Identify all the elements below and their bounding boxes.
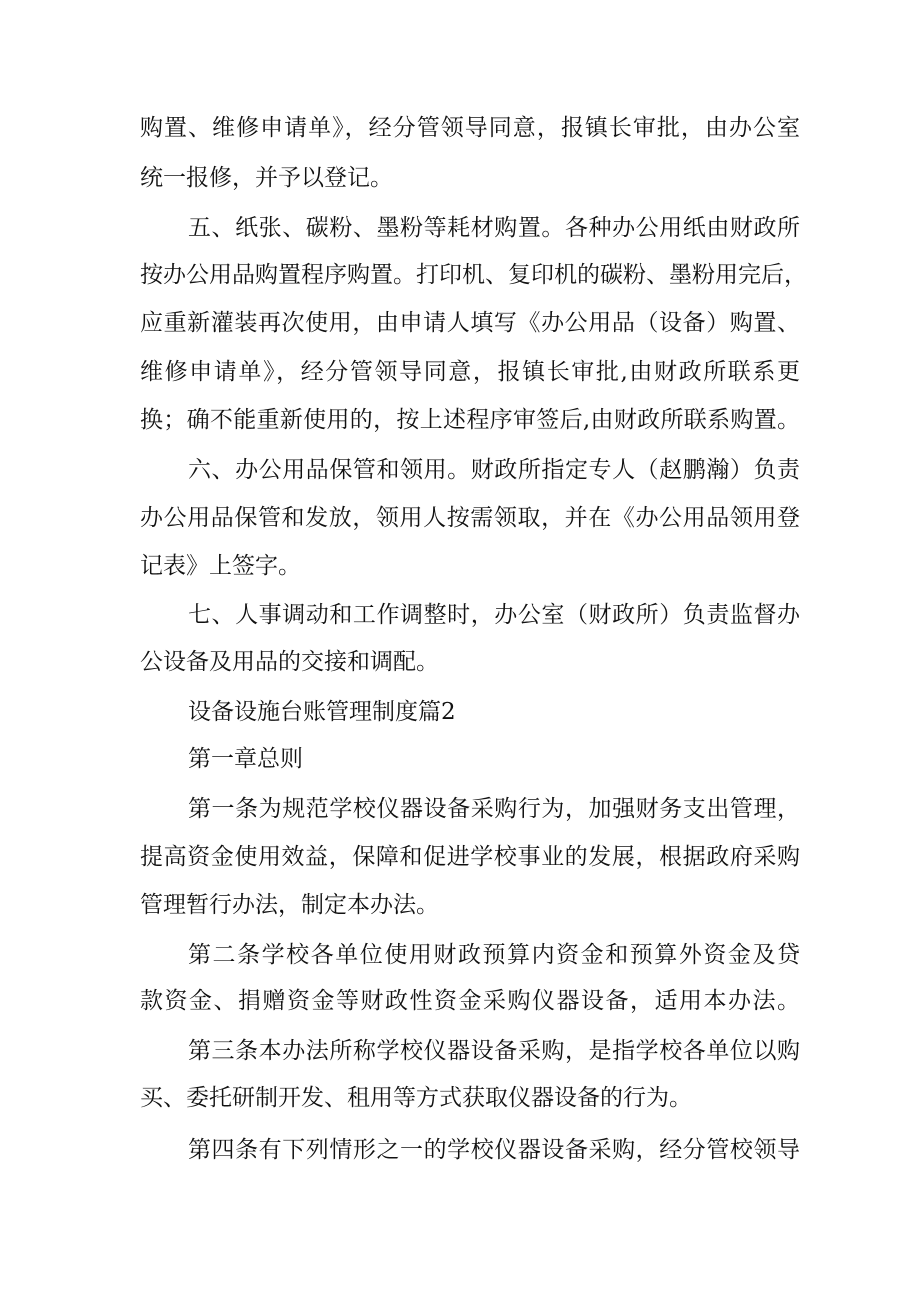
text-line: 第一条为规范学校仪器设备采购行为，加强财务支出管理， (188, 796, 800, 822)
text-line: 应重新灌装再次使用，由申请人填写《办公用品（设备）购置、 (140, 310, 800, 336)
text-line: 公设备及用品的交接和调配。 (140, 649, 439, 675)
text-line: 按办公用品购置程序购置。打印机、复印机的碳粉、墨粉用完后， (140, 262, 807, 288)
text-line: 管理暂行办法，制定本办法。 (140, 892, 439, 918)
text-line: 第三条本办法所称学校仪器设备采购，是指学校各单位以购 (188, 1038, 800, 1064)
text-line: 六、办公用品保管和领用。财政所指定专人（赵鹏瀚）负责 (188, 457, 800, 483)
text-line: 款资金、捐赠资金等财政性资金采购仪器设备，适用本办法。 (140, 988, 800, 1014)
text-line: 五、纸张、碳粉、墨粉等耗材购置。各种办公用纸由财政所 (188, 215, 800, 241)
text-line: 记表》上签字。 (140, 553, 301, 579)
text-line: 换；确不能重新使用的，按上述程序审签后,由财政所联系购置。 (140, 407, 800, 433)
text-line: 第二条学校各单位使用财政预算内资金和预算外资金及贷 (188, 942, 800, 968)
section-title: 设备设施台账管理制度篇2 (188, 699, 456, 725)
text-line: 维修申请单》，经分管领导同意，报镇长审批,由财政所联系更 (140, 359, 800, 385)
text-line: 提高资金使用效益，保障和促进学校事业的发展，根据政府采购 (140, 844, 800, 870)
text-line: 买、委托研制开发、租用等方式获取仪器设备的行为。 (140, 1085, 692, 1111)
chapter-heading: 第一章总则 (188, 746, 303, 772)
text-line: 七、人事调动和工作调整时，办公室（财政所）负责监督办 (188, 602, 800, 628)
text-line: 办公用品保管和发放，领用人按需领取，并在《办公用品领用登 (140, 505, 800, 531)
text-line: 购置、维修申请单》，经分管领导同意，报镇长审批，由办公室 (140, 115, 800, 141)
text-line: 第四条有下列情形之一的学校仪器设备采购，经分管校领导 (188, 1137, 800, 1163)
text-line: 统一报修，并予以登记。 (140, 165, 393, 191)
